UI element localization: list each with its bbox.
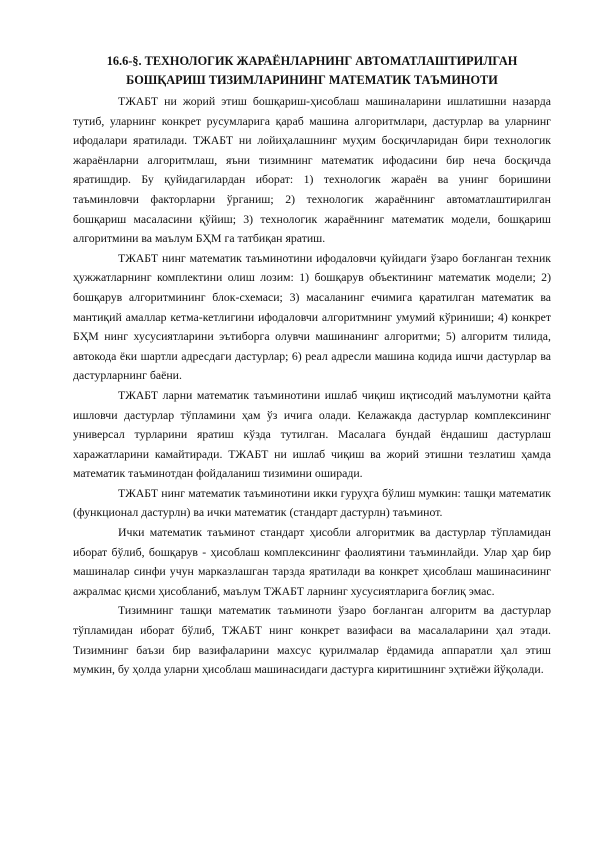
section-heading (73, 52, 551, 90)
paragraph: Тизимнинг ташқи математик таъминоти ўзаро боғланган алгоритм ва дастурлар тўпламидан иборат бўлиб, ТЖАБТ нинг конкрет вазифаси ва масалаларини ҳал этади. Тизимнинг баъзи бир вазифаларини махсус қурилмалар ёрдамида аппаратли ҳал этиш мумкин, бу ҳолда уларни ҳисоблаш машинасидаги дастурга киритишнинг эҳтиёжи йўқолади. (73, 603, 551, 677)
paragraph: ТЖАБТ нинг математик таъминотини икки гуруҳга бўлиш мумкин: ташқи математик (функционал дастурлн) ва ички математик (стандарт дастурлн) таъминот. (73, 485, 551, 520)
section-heading-line-1: 16.6-§. ТЕХНОЛОГИК ЖАРАЁНЛАРНИНГ АВТОМАТЛАШТИРИЛГАН (106, 54, 518, 68)
document-page (73, 52, 551, 680)
section-heading-line-2: БОШҚАРИШ ТИЗИМЛАРИНИНГ МАТЕМАТИК ТАЪМИНОТИ (126, 73, 498, 87)
paragraph: ТЖАБТ нинг математик таъминотини ифодаловчи қуйидаги ўзаро боғланган техник ҳужжатларнинг комплектини олиш лозим: 1) бошқарув объектининг математик модели; 2) бошқарув алгоритмининг блок-схемаси; 3) масаланинг ечимига қаратилган математик ва мантиқий амаллар кетма-кетлигини ифодаловчи алгоритмнинг умумий кўриниши; 4) конкрет БҲМ нинг хусусиятларини эътиборга олувчи машинанинг алгоритми; 5) алгоритм тилида, автокода ёки шартли адресдаги дастурлар; 6) реал адресли машина кодида ишчи дастурлар ва дастурларнинг баёни. (73, 250, 551, 383)
paragraph: Ички математик таъминот стандарт ҳисобли алгоритмик ва дастурлар тўпламидан иборат бўлиб, бошқарув - ҳисоблаш комплексининг фаолиятини таъминлайди. Улар ҳар бир машиналар синфи учун марказлашган тарзда яратилади ва конкрет ҳисоблаш машинасининг ажралмас қисми ҳисобланиб, маълум ТЖАБТ ларнинг хусусиятларига боғлиқ эмас. (73, 525, 551, 598)
paragraph: ТЖАБТ ни жорий этиш бошқариш-ҳисоблаш машиналарини ишлатишни назарда тутиб, уларнинг конкрет русумларига қараб машина алгоритмлари, дастурлар ва уларнинг ифодалари яратилади. ТЖАБТ ни лойиҳалашнинг муҳим босқичларидан бири технологик жараёнларни алгоритмлаш, яъни тизимнинг математик ифодасини бир неча босқичда яратишдир. Бу қуйидагилардан иборат: 1) технологик жараён ва унинг боришини таъминловчи факторларни ўрганиш; 2) технологик жараённинг автоматлаштирилган бошқариш масаласини қўйиш; 3) технологик жараённинг математик модели, бошқариш алгоритмини ва маълум БҲМ га татбиқан яратиш. (73, 94, 551, 246)
paragraph: ТЖАБТ ларни математик таъминотини ишлаб чиқиш иқтисодий маълумотни қайта ишловчи дастурлар тўпламини ҳам ўз ичига олади. Келажакда дастурлар комплексининг универсал турларини яратиш кўзда тутилган. Масалага бундай ёндашиш дастурлаш харажатларини камайтиради. ТЖАБТ ни ишлаб чиқиш ва жорий этишни тезлатиш ҳамда математик таъминотдан фойдаланиш тизимини оширади. (73, 387, 551, 481)
